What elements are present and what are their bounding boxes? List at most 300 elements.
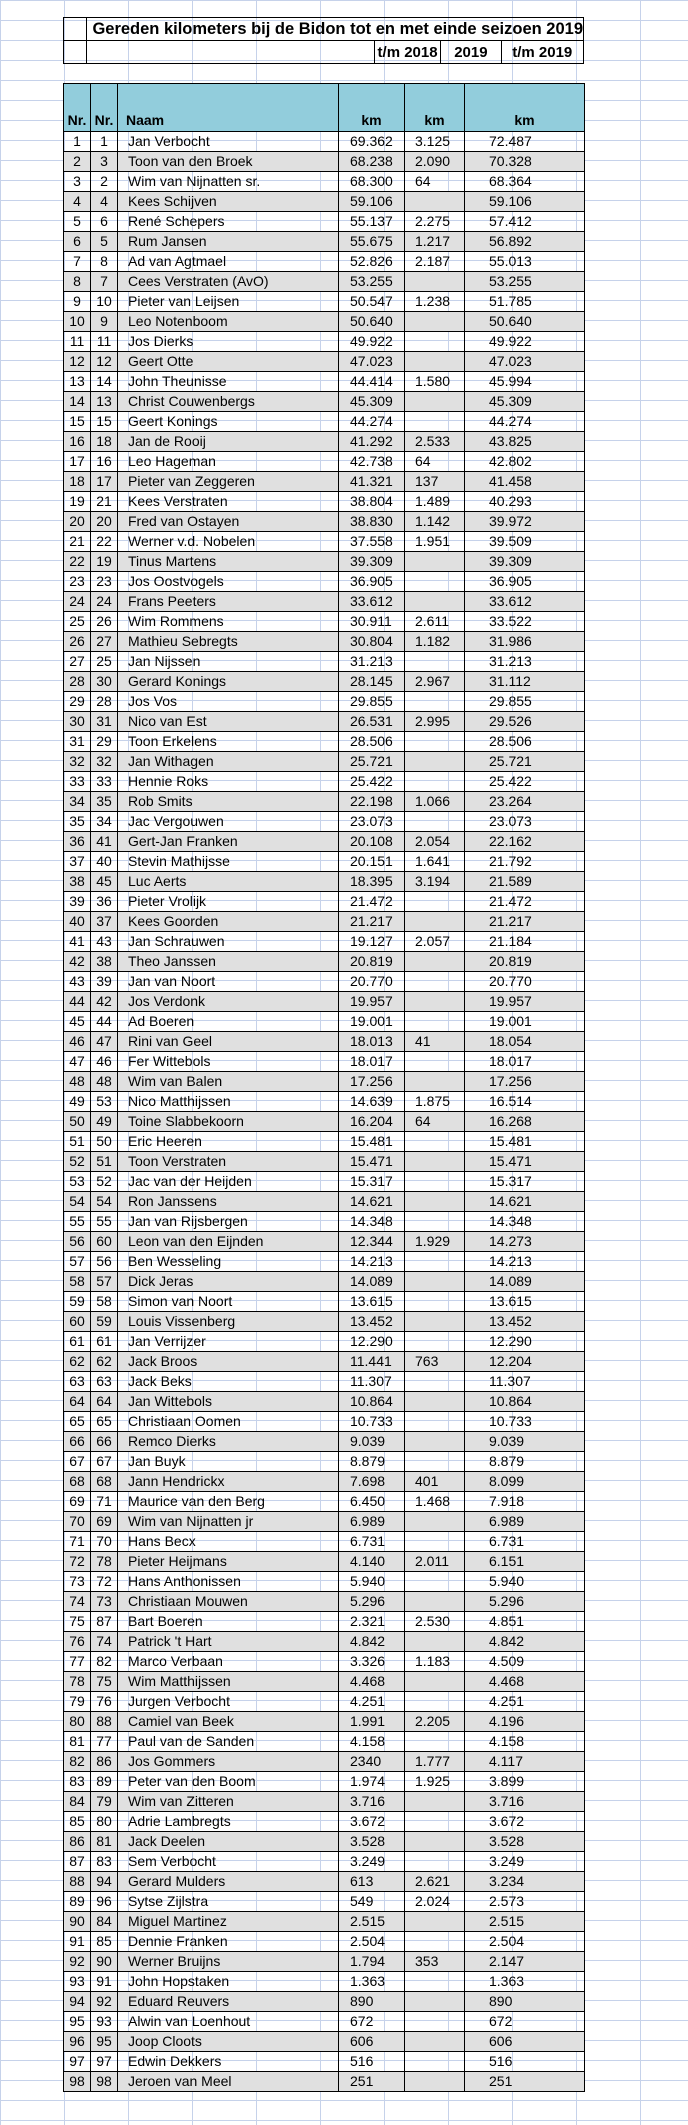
cell-km-2018[interactable]: 20.819 bbox=[339, 952, 405, 972]
cell-prev-rank[interactable]: 14 bbox=[91, 372, 118, 392]
cell-km-2018[interactable]: 1.974 bbox=[339, 1772, 405, 1792]
cell-name[interactable]: Alwin van Loenhout bbox=[118, 2012, 339, 2032]
cell-name[interactable]: Leo Hageman bbox=[118, 452, 339, 472]
cell-name[interactable]: Jan Wittebols bbox=[118, 1392, 339, 1412]
cell-km-2019[interactable] bbox=[405, 272, 465, 292]
cell-km-2019[interactable] bbox=[405, 1832, 465, 1852]
cell-km-total[interactable]: 12.290 bbox=[465, 1332, 585, 1352]
cell-rank[interactable]: 96 bbox=[64, 2032, 91, 2052]
cell-km-2019[interactable] bbox=[405, 392, 465, 412]
cell-km-total[interactable]: 16.268 bbox=[465, 1112, 585, 1132]
cell-name[interactable]: John Theunisse bbox=[118, 372, 339, 392]
cell-name[interactable]: Paul van de Sanden bbox=[118, 1732, 339, 1752]
cell-prev-rank[interactable]: 38 bbox=[91, 952, 118, 972]
cell-km-2019[interactable] bbox=[405, 1992, 465, 2012]
cell-prev-rank[interactable]: 54 bbox=[91, 1192, 118, 1212]
cell-prev-rank[interactable]: 28 bbox=[91, 692, 118, 712]
cell-km-total[interactable]: 39.309 bbox=[465, 552, 585, 572]
cell-prev-rank[interactable]: 93 bbox=[91, 2012, 118, 2032]
cell-km-2018[interactable]: 890 bbox=[339, 1992, 405, 2012]
cell-prev-rank[interactable]: 73 bbox=[91, 1592, 118, 1612]
cell-km-total[interactable]: 41.458 bbox=[465, 472, 585, 492]
cell-km-2018[interactable]: 12.290 bbox=[339, 1332, 405, 1352]
cell-name[interactable]: Jan Schrauwen bbox=[118, 932, 339, 952]
cell-name[interactable]: Werner v.d. Nobelen bbox=[118, 532, 339, 552]
cell-km-2019[interactable]: 1.238 bbox=[405, 292, 465, 312]
cell-name[interactable]: Jan de Rooij bbox=[118, 432, 339, 452]
cell-name[interactable]: Jos Dierks bbox=[118, 332, 339, 352]
cell-prev-rank[interactable]: 21 bbox=[91, 492, 118, 512]
cell-name[interactable]: Patrick 't Hart bbox=[118, 1632, 339, 1652]
cell-prev-rank[interactable]: 68 bbox=[91, 1472, 118, 1492]
cell-km-2018[interactable]: 18.013 bbox=[339, 1032, 405, 1052]
cell-name[interactable]: Peter van den Boom bbox=[118, 1772, 339, 1792]
cell-km-2018[interactable]: 55.137 bbox=[339, 212, 405, 232]
cell-km-total[interactable]: 47.023 bbox=[465, 352, 585, 372]
cell-prev-rank[interactable]: 15 bbox=[91, 412, 118, 432]
cell-rank[interactable]: 72 bbox=[64, 1552, 91, 1572]
col-header-km-total[interactable]: km bbox=[465, 84, 585, 132]
cell-name[interactable]: Kees Schijven bbox=[118, 192, 339, 212]
cell-prev-rank[interactable]: 16 bbox=[91, 452, 118, 472]
cell-rank[interactable]: 50 bbox=[64, 1112, 91, 1132]
cell-name[interactable]: Jack Broos bbox=[118, 1352, 339, 1372]
cell-km-total[interactable]: 31.112 bbox=[465, 672, 585, 692]
cell-rank[interactable]: 93 bbox=[64, 1972, 91, 1992]
cell-rank[interactable]: 36 bbox=[64, 832, 91, 852]
cell-km-2018[interactable]: 30.804 bbox=[339, 632, 405, 652]
cell-km-2019[interactable] bbox=[405, 1672, 465, 1692]
cell-km-total[interactable]: 23.264 bbox=[465, 792, 585, 812]
cell-km-total[interactable]: 6.731 bbox=[465, 1532, 585, 1552]
cell-km-total[interactable]: 33.522 bbox=[465, 612, 585, 632]
cell-rank[interactable]: 9 bbox=[64, 292, 91, 312]
cell-rank[interactable]: 54 bbox=[64, 1192, 91, 1212]
cell-prev-rank[interactable]: 45 bbox=[91, 872, 118, 892]
cell-km-total[interactable]: 28.506 bbox=[465, 732, 585, 752]
cell-km-2018[interactable]: 11.307 bbox=[339, 1372, 405, 1392]
cell-rank[interactable]: 88 bbox=[64, 1872, 91, 1892]
cell-rank[interactable]: 17 bbox=[64, 452, 91, 472]
cell-km-2018[interactable]: 25.422 bbox=[339, 772, 405, 792]
cell-km-2018[interactable]: 4.251 bbox=[339, 1692, 405, 1712]
cell-name[interactable]: Hans Anthonissen bbox=[118, 1572, 339, 1592]
cell-rank[interactable]: 84 bbox=[64, 1792, 91, 1812]
cell-km-2018[interactable]: 68.300 bbox=[339, 172, 405, 192]
cell-prev-rank[interactable]: 13 bbox=[91, 392, 118, 412]
cell-km-2019[interactable]: 2.024 bbox=[405, 1892, 465, 1912]
cell-prev-rank[interactable]: 41 bbox=[91, 832, 118, 852]
cell-name[interactable]: Pieter van Leijsen bbox=[118, 292, 339, 312]
cell-km-2018[interactable]: 13.452 bbox=[339, 1312, 405, 1332]
cell-km-total[interactable]: 4.468 bbox=[465, 1672, 585, 1692]
cell-prev-rank[interactable]: 82 bbox=[91, 1652, 118, 1672]
cell-name[interactable]: Jack Deelen bbox=[118, 1832, 339, 1852]
cell-km-2019[interactable] bbox=[405, 1372, 465, 1392]
cell-rank[interactable]: 22 bbox=[64, 552, 91, 572]
cell-prev-rank[interactable]: 62 bbox=[91, 1352, 118, 1372]
cell-km-2018[interactable]: 19.957 bbox=[339, 992, 405, 1012]
cell-km-total[interactable]: 15.317 bbox=[465, 1172, 585, 1192]
cell-name[interactable]: Christ Couwenbergs bbox=[118, 392, 339, 412]
cell-prev-rank[interactable]: 88 bbox=[91, 1712, 118, 1732]
cell-prev-rank[interactable]: 39 bbox=[91, 972, 118, 992]
cell-name[interactable]: Mathieu Sebregts bbox=[118, 632, 339, 652]
cell-km-2019[interactable]: 1.925 bbox=[405, 1772, 465, 1792]
cell-km-total[interactable]: 45.309 bbox=[465, 392, 585, 412]
cell-km-2019[interactable] bbox=[405, 1852, 465, 1872]
cell-km-2018[interactable]: 2340 bbox=[339, 1752, 405, 1772]
cell-rank[interactable]: 78 bbox=[64, 1672, 91, 1692]
cell-prev-rank[interactable]: 4 bbox=[91, 192, 118, 212]
cell-km-2018[interactable]: 59.106 bbox=[339, 192, 405, 212]
cell-name[interactable]: Geert Otte bbox=[118, 352, 339, 372]
cell-rank[interactable]: 11 bbox=[64, 332, 91, 352]
cell-prev-rank[interactable]: 30 bbox=[91, 672, 118, 692]
cell-km-2018[interactable]: 18.395 bbox=[339, 872, 405, 892]
cell-km-2018[interactable]: 42.738 bbox=[339, 452, 405, 472]
cell-name[interactable]: Toine Slabbekoorn bbox=[118, 1112, 339, 1132]
cell-km-total[interactable]: 39.509 bbox=[465, 532, 585, 552]
cell-km-total[interactable]: 21.792 bbox=[465, 852, 585, 872]
cell-rank[interactable]: 41 bbox=[64, 932, 91, 952]
cell-name[interactable]: Ad van Agtmael bbox=[118, 252, 339, 272]
cell-km-2018[interactable]: 50.640 bbox=[339, 312, 405, 332]
cell-prev-rank[interactable]: 3 bbox=[91, 152, 118, 172]
cell-name[interactable]: Gerard Konings bbox=[118, 672, 339, 692]
cell-rank[interactable]: 79 bbox=[64, 1692, 91, 1712]
cell-prev-rank[interactable]: 6 bbox=[91, 212, 118, 232]
cell-km-2019[interactable] bbox=[405, 1972, 465, 1992]
cell-km-2019[interactable] bbox=[405, 1172, 465, 1192]
col-header-name[interactable]: Naam bbox=[118, 84, 339, 132]
cell-prev-rank[interactable]: 59 bbox=[91, 1312, 118, 1332]
cell-km-total[interactable]: 22.162 bbox=[465, 832, 585, 852]
cell-km-2018[interactable]: 12.344 bbox=[339, 1232, 405, 1252]
cell-rank[interactable]: 94 bbox=[64, 1992, 91, 2012]
cell-km-2019[interactable]: 3.125 bbox=[405, 132, 465, 152]
cell-prev-rank[interactable]: 95 bbox=[91, 2032, 118, 2052]
cell-km-2019[interactable] bbox=[405, 1312, 465, 1332]
cell-km-total[interactable]: 6.989 bbox=[465, 1512, 585, 1532]
cell-rank[interactable]: 38 bbox=[64, 872, 91, 892]
cell-prev-rank[interactable]: 71 bbox=[91, 1492, 118, 1512]
cell-km-2018[interactable]: 613 bbox=[339, 1872, 405, 1892]
cell-name[interactable]: Fred van Ostayen bbox=[118, 512, 339, 532]
cell-prev-rank[interactable]: 24 bbox=[91, 592, 118, 612]
cell-km-2019[interactable] bbox=[405, 1252, 465, 1272]
cell-km-2019[interactable]: 2.057 bbox=[405, 932, 465, 952]
cell-km-total[interactable]: 9.039 bbox=[465, 1432, 585, 1452]
cell-rank[interactable]: 77 bbox=[64, 1652, 91, 1672]
cell-name[interactable]: Simon van Noort bbox=[118, 1292, 339, 1312]
cell-prev-rank[interactable]: 12 bbox=[91, 352, 118, 372]
cell-name[interactable]: Wim Rommens bbox=[118, 612, 339, 632]
cell-km-total[interactable]: 36.905 bbox=[465, 572, 585, 592]
cell-name[interactable]: Bart Boeren bbox=[118, 1612, 339, 1632]
cell-rank[interactable]: 95 bbox=[64, 2012, 91, 2032]
cell-rank[interactable]: 6 bbox=[64, 232, 91, 252]
cell-km-2019[interactable] bbox=[405, 1392, 465, 1412]
cell-rank[interactable]: 74 bbox=[64, 1592, 91, 1612]
cell-km-2018[interactable]: 14.213 bbox=[339, 1252, 405, 1272]
cell-km-2019[interactable] bbox=[405, 1792, 465, 1812]
cell-prev-rank[interactable]: 74 bbox=[91, 1632, 118, 1652]
cell-km-total[interactable]: 3.716 bbox=[465, 1792, 585, 1812]
cell-prev-rank[interactable]: 43 bbox=[91, 932, 118, 952]
cell-prev-rank[interactable]: 22 bbox=[91, 532, 118, 552]
cell-km-2018[interactable]: 30.911 bbox=[339, 612, 405, 632]
cell-km-2019[interactable]: 2.611 bbox=[405, 612, 465, 632]
cell-name[interactable]: Jos Vos bbox=[118, 692, 339, 712]
cell-name[interactable]: Christiaan Mouwen bbox=[118, 1592, 339, 1612]
cell-rank[interactable]: 57 bbox=[64, 1252, 91, 1272]
cell-km-2019[interactable]: 64 bbox=[405, 172, 465, 192]
cell-blank[interactable] bbox=[87, 41, 374, 64]
cell-prev-rank[interactable]: 52 bbox=[91, 1172, 118, 1192]
cell-km-total[interactable]: 18.054 bbox=[465, 1032, 585, 1052]
cell-prev-rank[interactable]: 17 bbox=[91, 472, 118, 492]
cell-rank[interactable]: 73 bbox=[64, 1572, 91, 1592]
cell-km-total[interactable]: 21.217 bbox=[465, 912, 585, 932]
cell-km-2018[interactable]: 606 bbox=[339, 2032, 405, 2052]
cell-name[interactable]: Camiel van Beek bbox=[118, 1712, 339, 1732]
cell-km-total[interactable]: 16.514 bbox=[465, 1092, 585, 1112]
cell-name[interactable]: Hennie Roks bbox=[118, 772, 339, 792]
cell-km-2018[interactable]: 21.472 bbox=[339, 892, 405, 912]
cell-km-2018[interactable]: 19.127 bbox=[339, 932, 405, 952]
cell-km-total[interactable]: 4.509 bbox=[465, 1652, 585, 1672]
cell-km-2018[interactable]: 516 bbox=[339, 2052, 405, 2072]
cell-name[interactable]: Wim van Nijnatten jr bbox=[118, 1512, 339, 1532]
cell-km-2018[interactable]: 5.296 bbox=[339, 1592, 405, 1612]
cell-rank[interactable]: 5 bbox=[64, 212, 91, 232]
cell-km-total[interactable]: 6.151 bbox=[465, 1552, 585, 1572]
cell-km-2018[interactable]: 11.441 bbox=[339, 1352, 405, 1372]
cell-km-2018[interactable]: 10.864 bbox=[339, 1392, 405, 1412]
cell-name[interactable]: Remco Dierks bbox=[118, 1432, 339, 1452]
cell-km-2018[interactable]: 4.842 bbox=[339, 1632, 405, 1652]
cell-km-2018[interactable]: 672 bbox=[339, 2012, 405, 2032]
cell-km-total[interactable]: 8.879 bbox=[465, 1452, 585, 1472]
cell-km-2019[interactable]: 2.967 bbox=[405, 672, 465, 692]
cell-km-2019[interactable] bbox=[405, 1132, 465, 1152]
cell-name[interactable]: Frans Peeters bbox=[118, 592, 339, 612]
cell-prev-rank[interactable]: 84 bbox=[91, 1912, 118, 1932]
cell-prev-rank[interactable]: 42 bbox=[91, 992, 118, 1012]
cell-km-2018[interactable]: 1.363 bbox=[339, 1972, 405, 1992]
cell-prev-rank[interactable]: 40 bbox=[91, 852, 118, 872]
cell-km-total[interactable]: 21.184 bbox=[465, 932, 585, 952]
cell-km-2018[interactable]: 52.826 bbox=[339, 252, 405, 272]
cell-rank[interactable]: 70 bbox=[64, 1512, 91, 1532]
cell-name[interactable]: Jurgen Verbocht bbox=[118, 1692, 339, 1712]
cell-name[interactable]: Pieter Heijmans bbox=[118, 1552, 339, 1572]
cell-km-total[interactable]: 10.733 bbox=[465, 1412, 585, 1432]
cell-km-total[interactable]: 4.851 bbox=[465, 1612, 585, 1632]
cell-rank[interactable]: 91 bbox=[64, 1932, 91, 1952]
cell-km-2018[interactable]: 6.989 bbox=[339, 1512, 405, 1532]
cell-km-total[interactable]: 11.307 bbox=[465, 1372, 585, 1392]
cell-rank[interactable]: 3 bbox=[64, 172, 91, 192]
cell-km-2019[interactable]: 1.875 bbox=[405, 1092, 465, 1112]
cell-prev-rank[interactable]: 69 bbox=[91, 1512, 118, 1532]
cell-rank[interactable]: 92 bbox=[64, 1952, 91, 1972]
cell-km-total[interactable]: 23.073 bbox=[465, 812, 585, 832]
cell-prev-rank[interactable]: 2 bbox=[91, 172, 118, 192]
cell-km-total[interactable]: 3.249 bbox=[465, 1852, 585, 1872]
cell-km-2018[interactable]: 69.362 bbox=[339, 132, 405, 152]
cell-km-total[interactable]: 70.328 bbox=[465, 152, 585, 172]
cell-prev-rank[interactable]: 33 bbox=[91, 772, 118, 792]
header-tm-2018[interactable]: t/m 2018 bbox=[374, 41, 440, 64]
cell-km-total[interactable]: 15.481 bbox=[465, 1132, 585, 1152]
cell-prev-rank[interactable]: 27 bbox=[91, 632, 118, 652]
cell-name[interactable]: Nico van Est bbox=[118, 712, 339, 732]
cell-km-2018[interactable]: 3.249 bbox=[339, 1852, 405, 1872]
cell-name[interactable]: Joop Cloots bbox=[118, 2032, 339, 2052]
cell-km-2019[interactable]: 763 bbox=[405, 1352, 465, 1372]
cell-km-total[interactable]: 29.855 bbox=[465, 692, 585, 712]
cell-km-2019[interactable] bbox=[405, 1932, 465, 1952]
cell-km-2018[interactable]: 38.804 bbox=[339, 492, 405, 512]
cell-km-2019[interactable]: 137 bbox=[405, 472, 465, 492]
cell-km-total[interactable]: 5.296 bbox=[465, 1592, 585, 1612]
cell-km-total[interactable]: 516 bbox=[465, 2052, 585, 2072]
cell-rank[interactable]: 83 bbox=[64, 1772, 91, 1792]
cell-name[interactable]: Sytse Zijlstra bbox=[118, 1892, 339, 1912]
cell-km-total[interactable]: 4.158 bbox=[465, 1732, 585, 1752]
cell-km-2019[interactable] bbox=[405, 1192, 465, 1212]
cell-km-2019[interactable] bbox=[405, 192, 465, 212]
cell-km-total[interactable]: 39.972 bbox=[465, 512, 585, 532]
cell-km-2019[interactable] bbox=[405, 412, 465, 432]
cell-prev-rank[interactable]: 11 bbox=[91, 332, 118, 352]
cell-km-2019[interactable]: 64 bbox=[405, 1112, 465, 1132]
cell-km-2019[interactable]: 401 bbox=[405, 1472, 465, 1492]
cell-km-2018[interactable]: 6.450 bbox=[339, 1492, 405, 1512]
cell-rank[interactable]: 51 bbox=[64, 1132, 91, 1152]
cell-km-2019[interactable] bbox=[405, 2012, 465, 2032]
cell-name[interactable]: Toon van den Broek bbox=[118, 152, 339, 172]
col-header-prev-rank[interactable]: Nr. bbox=[91, 84, 118, 132]
cell-name[interactable]: Wim van Balen bbox=[118, 1072, 339, 1092]
cell-km-2019[interactable] bbox=[405, 992, 465, 1012]
cell-km-total[interactable]: 4.196 bbox=[465, 1712, 585, 1732]
cell-km-total[interactable]: 12.204 bbox=[465, 1352, 585, 1372]
cell-rank[interactable]: 55 bbox=[64, 1212, 91, 1232]
cell-km-total[interactable]: 2.147 bbox=[465, 1952, 585, 1972]
cell-km-2018[interactable]: 44.414 bbox=[339, 372, 405, 392]
cell-km-total[interactable]: 14.348 bbox=[465, 1212, 585, 1232]
cell-km-total[interactable]: 21.589 bbox=[465, 872, 585, 892]
cell-name[interactable]: Leo Notenboom bbox=[118, 312, 339, 332]
cell-km-2019[interactable] bbox=[405, 332, 465, 352]
cell-km-total[interactable]: 45.994 bbox=[465, 372, 585, 392]
cell-km-2019[interactable]: 1.929 bbox=[405, 1232, 465, 1252]
cell-km-2018[interactable]: 1.794 bbox=[339, 1952, 405, 1972]
cell-rank[interactable]: 13 bbox=[64, 372, 91, 392]
cell-rank[interactable]: 4 bbox=[64, 192, 91, 212]
cell-km-total[interactable]: 3.234 bbox=[465, 1872, 585, 1892]
cell-km-total[interactable]: 20.819 bbox=[465, 952, 585, 972]
cell-km-2019[interactable]: 1.183 bbox=[405, 1652, 465, 1672]
cell-km-2018[interactable]: 41.292 bbox=[339, 432, 405, 452]
cell-km-2019[interactable]: 2.530 bbox=[405, 1612, 465, 1632]
cell-km-2018[interactable]: 26.531 bbox=[339, 712, 405, 732]
cell-km-2018[interactable]: 9.039 bbox=[339, 1432, 405, 1452]
cell-prev-rank[interactable]: 81 bbox=[91, 1832, 118, 1852]
cell-km-total[interactable]: 4.842 bbox=[465, 1632, 585, 1652]
cell-km-2019[interactable] bbox=[405, 572, 465, 592]
cell-name[interactable]: Christiaan Oomen bbox=[118, 1412, 339, 1432]
cell-rank[interactable]: 64 bbox=[64, 1392, 91, 1412]
cell-rank[interactable]: 59 bbox=[64, 1292, 91, 1312]
cell-km-2019[interactable] bbox=[405, 1012, 465, 1032]
cell-rank[interactable]: 52 bbox=[64, 1152, 91, 1172]
cell-km-2018[interactable]: 68.238 bbox=[339, 152, 405, 172]
cell-name[interactable]: Fer Wittebols bbox=[118, 1052, 339, 1072]
cell-km-total[interactable]: 606 bbox=[465, 2032, 585, 2052]
cell-name[interactable]: Adrie Lambregts bbox=[118, 1812, 339, 1832]
cell-km-2018[interactable]: 7.698 bbox=[339, 1472, 405, 1492]
cell-rank[interactable]: 37 bbox=[64, 852, 91, 872]
cell-name[interactable]: Geert Konings bbox=[118, 412, 339, 432]
cell-km-total[interactable]: 72.487 bbox=[465, 132, 585, 152]
cell-rank[interactable]: 75 bbox=[64, 1612, 91, 1632]
cell-prev-rank[interactable]: 94 bbox=[91, 1872, 118, 1892]
cell-name[interactable]: Wim Matthijssen bbox=[118, 1672, 339, 1692]
cell-km-2019[interactable] bbox=[405, 812, 465, 832]
cell-km-2018[interactable]: 3.326 bbox=[339, 1652, 405, 1672]
cell-km-total[interactable]: 13.615 bbox=[465, 1292, 585, 1312]
cell-prev-rank[interactable]: 19 bbox=[91, 552, 118, 572]
cell-name[interactable]: Jan Withagen bbox=[118, 752, 339, 772]
cell-km-total[interactable]: 890 bbox=[465, 1992, 585, 2012]
cell-km-2019[interactable] bbox=[405, 552, 465, 572]
cell-km-2018[interactable]: 3.672 bbox=[339, 1812, 405, 1832]
cell-prev-rank[interactable]: 25 bbox=[91, 652, 118, 672]
cell-km-2019[interactable] bbox=[405, 1732, 465, 1752]
cell-km-total[interactable]: 53.255 bbox=[465, 272, 585, 292]
cell-km-2018[interactable]: 31.213 bbox=[339, 652, 405, 672]
cell-rank[interactable]: 65 bbox=[64, 1412, 91, 1432]
cell-km-2018[interactable]: 44.274 bbox=[339, 412, 405, 432]
cell-rank[interactable]: 97 bbox=[64, 2052, 91, 2072]
cell-prev-rank[interactable]: 26 bbox=[91, 612, 118, 632]
cell-km-2019[interactable] bbox=[405, 1572, 465, 1592]
cell-km-2018[interactable]: 22.198 bbox=[339, 792, 405, 812]
cell-name[interactable]: Gerard Mulders bbox=[118, 1872, 339, 1892]
cell-km-2019[interactable] bbox=[405, 972, 465, 992]
cell-km-2019[interactable] bbox=[405, 1532, 465, 1552]
cell-prev-rank[interactable]: 61 bbox=[91, 1332, 118, 1352]
cell-km-total[interactable]: 25.721 bbox=[465, 752, 585, 772]
cell-km-2019[interactable] bbox=[405, 352, 465, 372]
cell-prev-rank[interactable]: 78 bbox=[91, 1552, 118, 1572]
cell-km-total[interactable]: 25.422 bbox=[465, 772, 585, 792]
cell-name[interactable]: Stevin Mathijsse bbox=[118, 852, 339, 872]
cell-km-2018[interactable]: 15.317 bbox=[339, 1172, 405, 1192]
cell-prev-rank[interactable]: 10 bbox=[91, 292, 118, 312]
cell-name[interactable]: Toon Erkelens bbox=[118, 732, 339, 752]
cell-prev-rank[interactable]: 77 bbox=[91, 1732, 118, 1752]
cell-rank[interactable]: 48 bbox=[64, 1072, 91, 1092]
cell-km-2019[interactable] bbox=[405, 892, 465, 912]
cell-rank[interactable]: 42 bbox=[64, 952, 91, 972]
cell-prev-rank[interactable]: 20 bbox=[91, 512, 118, 532]
cell-prev-rank[interactable]: 23 bbox=[91, 572, 118, 592]
